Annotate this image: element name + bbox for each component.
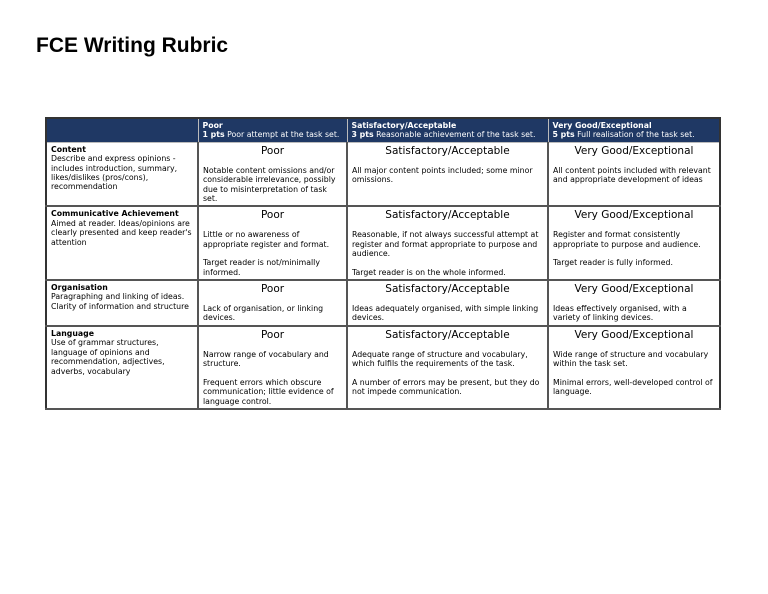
rating-cell-satisfactory bbox=[347, 326, 548, 409]
rating-cell-satisfactory bbox=[347, 206, 548, 280]
rating-label: Satisfactory/Acceptable bbox=[385, 144, 510, 157]
rating-cell-poor bbox=[198, 206, 347, 280]
level-points: 5 pts bbox=[552, 130, 575, 140]
rating-cell-poor bbox=[198, 326, 347, 409]
rating-description: Target reader is fully informed. bbox=[553, 258, 673, 268]
rubric-table bbox=[45, 117, 721, 410]
rating-label: Very Good/Exceptional bbox=[574, 283, 694, 296]
criterion-row-language bbox=[46, 326, 720, 409]
rating-description: Target reader is on the whole informed. bbox=[352, 267, 506, 277]
rating-label: Poor bbox=[260, 209, 285, 222]
rating-label: Satisfactory/Acceptable bbox=[385, 328, 510, 341]
level-name: Poor bbox=[202, 121, 223, 130]
rating-description: Lack of organisation, or linking devices. bbox=[203, 304, 324, 323]
rating-description: Target reader is not/minimally informed. bbox=[203, 258, 320, 277]
rating-description: A number of errors may be present, but they do not impede communication. bbox=[352, 377, 540, 397]
level-description: Reasonable achievement of the task set. bbox=[376, 130, 536, 140]
rating-label: Very Good/Exceptional bbox=[574, 328, 694, 341]
rating-description: Notable content omissions and/or considerable irrelevance, possibly due to misinterpretation of task set. bbox=[203, 165, 336, 204]
rating-description: Wide range of structure and vocabulary within the task set. bbox=[553, 349, 709, 369]
rating-description: Reasonable, if not always successful attempt at register and format appropriate to purpose and audience. bbox=[352, 230, 539, 259]
rating-cell-satisfactory bbox=[347, 142, 548, 206]
rating-label: Very Good/Exceptional bbox=[574, 144, 694, 157]
rating-description: All content points included with relevant and appropriate development of ideas bbox=[553, 165, 711, 185]
rating-cell-poor bbox=[198, 142, 347, 206]
level-name: Satisfactory/Acceptable bbox=[351, 121, 457, 130]
rating-cell-very-good bbox=[548, 326, 720, 409]
criterion-cell bbox=[46, 206, 198, 280]
header-level-very-good bbox=[548, 118, 720, 142]
rating-label: Satisfactory/Acceptable bbox=[385, 209, 510, 222]
level-description: Full realisation of the task set. bbox=[577, 130, 695, 140]
rating-label: Poor bbox=[260, 328, 285, 341]
criterion-name: Content bbox=[51, 144, 86, 154]
level-points: 3 pts bbox=[351, 130, 374, 140]
rating-cell-very-good bbox=[548, 280, 720, 326]
criterion-description: Use of grammar structures, language of opinions and recommendation, adjectives, adverbs, vocabulary bbox=[51, 338, 165, 376]
criterion-cell bbox=[46, 280, 198, 326]
criterion-description: Paragraphing and linking of ideas. Clarity of information and structure bbox=[51, 292, 189, 311]
criterion-row-content bbox=[46, 142, 720, 206]
rating-cell-very-good bbox=[548, 142, 720, 206]
level-points: 1 pts bbox=[202, 130, 225, 140]
page-title: FCE Writing Rubric bbox=[36, 34, 229, 57]
criterion-description: Aimed at reader. Ideas/opinions are clearly presented and keep reader's attention bbox=[51, 218, 192, 247]
rating-label: Poor bbox=[260, 144, 285, 157]
header-level-satisfactory bbox=[347, 118, 548, 142]
criterion-cell bbox=[46, 326, 198, 409]
criterion-name: Language bbox=[51, 328, 95, 338]
rating-description: Ideas adequately organised, with simple linking devices. bbox=[352, 304, 539, 323]
criterion-name: Communicative Achievement bbox=[51, 209, 179, 219]
rating-label: Poor bbox=[260, 283, 285, 296]
rating-description: Little or no awareness of appropriate register and format. bbox=[203, 230, 330, 249]
rating-description: Narrow range of vocabulary and structure. bbox=[203, 349, 329, 369]
rating-description: Register and format consistently appropriate to purpose and audience. bbox=[553, 230, 701, 249]
rating-description: Ideas effectively organised, with a variety of linking devices. bbox=[553, 304, 687, 323]
criterion-row-communicative-achievement bbox=[46, 206, 720, 280]
rating-description: Adequate range of structure and vocabulary, which fulfils the requirements of the task. bbox=[352, 349, 528, 369]
rating-description: All major content points included; some minor omissions. bbox=[352, 165, 533, 185]
rating-cell-satisfactory bbox=[347, 280, 548, 326]
rating-description: Frequent errors which obscure communication; little evidence of language control. bbox=[203, 377, 334, 406]
header-level-poor bbox=[198, 118, 347, 142]
level-name: Very Good/Exceptional bbox=[552, 121, 652, 130]
rating-label: Very Good/Exceptional bbox=[574, 209, 694, 222]
rating-cell-very-good bbox=[548, 206, 720, 280]
header-corner-cell bbox=[46, 118, 198, 142]
rating-cell-poor bbox=[198, 280, 347, 326]
criterion-description: Describe and express opinions - includes introduction, summary, likes/dislikes (pros/cons), recommendation bbox=[51, 154, 178, 192]
header-row bbox=[46, 118, 720, 142]
criterion-row-organisation bbox=[46, 280, 720, 326]
rating-description: Minimal errors, well-developed control of language. bbox=[553, 377, 713, 397]
criterion-name: Organisation bbox=[51, 283, 108, 293]
level-description: Poor attempt at the task set. bbox=[227, 130, 340, 140]
rating-label: Satisfactory/Acceptable bbox=[385, 283, 510, 296]
criterion-cell bbox=[46, 142, 198, 206]
